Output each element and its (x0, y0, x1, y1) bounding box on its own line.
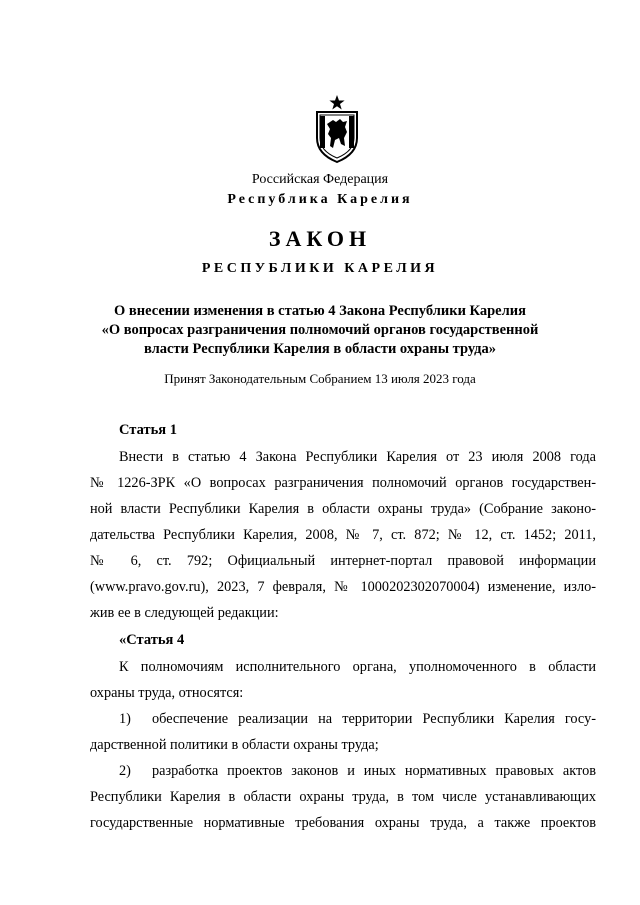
law-title-line: власти Республики Карелия в области охраны труда» (143, 341, 497, 357)
country-name: Российская Федерация (251, 172, 389, 187)
article-1-heading: Статья 1 (119, 422, 177, 438)
list-item-continuation: дарственной политики в области охраны труда; (90, 737, 379, 753)
article-1-line: жив ее в следующей редакции: (90, 605, 279, 621)
list-item-continuation: государственные нормативные требования охраны труда, а также проектов (90, 815, 596, 831)
list-item-text: обеспечение реализации на территории Республики Карелия госу- (152, 711, 596, 727)
article-4-intro-line: охраны труда, относятся: (90, 685, 244, 701)
article-1-line: Внести в статью 4 Закона Республики Карелия от 23 июля 2008 года (119, 449, 596, 465)
list-item-number: 2) (119, 763, 131, 779)
republic-name: Республика Карелия (227, 192, 413, 207)
article-1-line: дательства Республики Карелия, 2008, № 7, ст. 872; № 12, ст. 1452; 2011, (90, 527, 596, 543)
article-1-line: (www.pravo.gov.ru), 2023, 7 февраля, № 1000202302070004) изменение, изло- (90, 579, 596, 595)
adoption-note: Принят Законодательным Собранием 13 июля 2023 года (164, 371, 476, 386)
list-item (119, 711, 596, 731)
list-item-continuation: Республики Карелия в области охраны труда, в том числе устанавливающих (90, 789, 596, 805)
law-title-line: О внесении изменения в статью 4 Закона Республики Карелия (114, 303, 526, 319)
law-title (0, 302, 640, 359)
karelia-coat-of-arms-icon (309, 94, 365, 164)
list-item-text: разработка проектов законов и иных нормативных правовых актов (152, 763, 596, 779)
law-title-line: «О вопросах разграничения полномочий органов государственной (101, 322, 539, 338)
document-issuer: РЕСПУБЛИКИ КАРЕЛИЯ (201, 261, 439, 276)
document-type: ЗАКОН (268, 226, 372, 251)
article-1-line: ной власти Республики Карелия в области охраны труда» (Собрание законо- (90, 501, 596, 517)
article-4-heading: «Статья 4 (119, 632, 185, 648)
list-item-number: 1) (119, 711, 131, 727)
article-1-line: № 1226-ЗРК «О вопросах разграничения полномочий органов государствен- (90, 475, 596, 491)
article-1-line: № 6, ст. 792; Официальный интернет-портал правовой информации (90, 553, 596, 569)
list-item (119, 763, 596, 783)
article-4-intro-line: К полномочиям исполнительного органа, уполномоченного в области (119, 659, 596, 675)
